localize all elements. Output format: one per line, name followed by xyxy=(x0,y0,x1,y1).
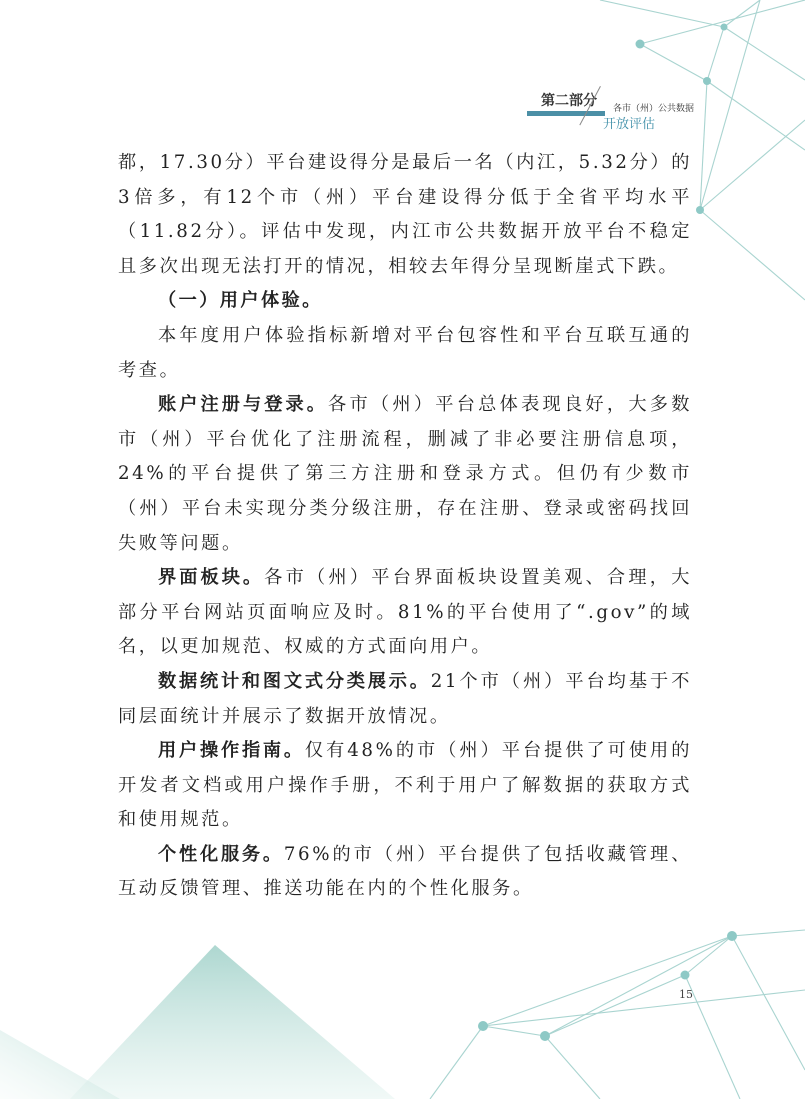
node-dot xyxy=(696,206,704,214)
paragraph xyxy=(118,665,692,734)
node-dot xyxy=(540,1031,550,1041)
body-text xyxy=(118,146,692,907)
paragraph-text: 仅有48%的市（州）平台提供了可使用的开发者文档或用户操作手册，不利于用户了解数据的获取方式和使用规范。 xyxy=(118,740,692,831)
paragraph xyxy=(118,561,692,665)
paragraph xyxy=(118,734,692,838)
section-heading xyxy=(118,284,692,319)
header-accent-bar xyxy=(527,111,605,116)
paragraph-text: 各市（州）平台界面板块设置美观、合理，大部分平台网站页面响应及时。81%的平台使用了“.gov”的域名，以更加规范、权威的方式面向用户。 xyxy=(118,567,692,658)
node-dot xyxy=(703,77,711,85)
section-heading-text: （一）用户体验。 xyxy=(158,290,323,312)
section-part-label: 第二部分 xyxy=(541,93,597,109)
node-dot xyxy=(727,931,737,941)
triangle-shape xyxy=(0,1030,120,1099)
paragraph-lead: 账户注册与登录。 xyxy=(158,394,329,416)
paragraph xyxy=(118,388,692,561)
paragraph-lead: 界面板块。 xyxy=(158,567,265,589)
paragraph-text: 各市（州）平台总体表现良好，大多数市（州）平台优化了注册流程，删减了非必要注册信息项，24%的平台提供了第三方注册和登录方式。但仍有少数市（州）平台未实现分类分级注册，存在注册、登录或密码找回失败等问题。 xyxy=(118,394,693,554)
paragraph-lead: 个性化服务。 xyxy=(158,843,284,865)
paragraph-lead: 用户操作指南。 xyxy=(158,740,305,762)
paragraph-text: 都，17.30分）平台建设得分是最后一名（内江，5.32分）的3倍多，有12个市（州）平台建设得分低于全省平均水平（11.82分）。评估中发现，内江市公共数据开放平台不稳定且多次出现无法打开的情况，相较去年得分呈现断崖式下跌。 xyxy=(118,152,692,277)
paragraph xyxy=(118,838,692,907)
node-dot xyxy=(636,40,645,49)
triangle-shape xyxy=(70,945,395,1099)
paragraph-text: 本年度用户体验指标新增对平台包容性和平台互联互通的考查。 xyxy=(118,324,692,381)
node-dot xyxy=(478,1021,488,1031)
paragraph-text: 21个市（州）平台均基于不同层面统计并展示了数据开放情况。 xyxy=(118,670,692,727)
paragraph-text: 76%的市（州）平台提供了包括收藏管理、互动反馈管理、推送功能在内的个性化服务。 xyxy=(118,843,692,900)
page-number: 15 xyxy=(679,988,693,1001)
node-dot xyxy=(681,971,690,980)
node-dot xyxy=(721,24,728,31)
header-topic: 各市（州）公共数据 xyxy=(613,104,695,114)
paragraph xyxy=(118,146,692,284)
header-subtitle: 开放评估 xyxy=(603,117,656,132)
paragraph xyxy=(118,319,692,388)
paragraph-lead: 数据统计和图文式分类展示。 xyxy=(158,670,431,692)
